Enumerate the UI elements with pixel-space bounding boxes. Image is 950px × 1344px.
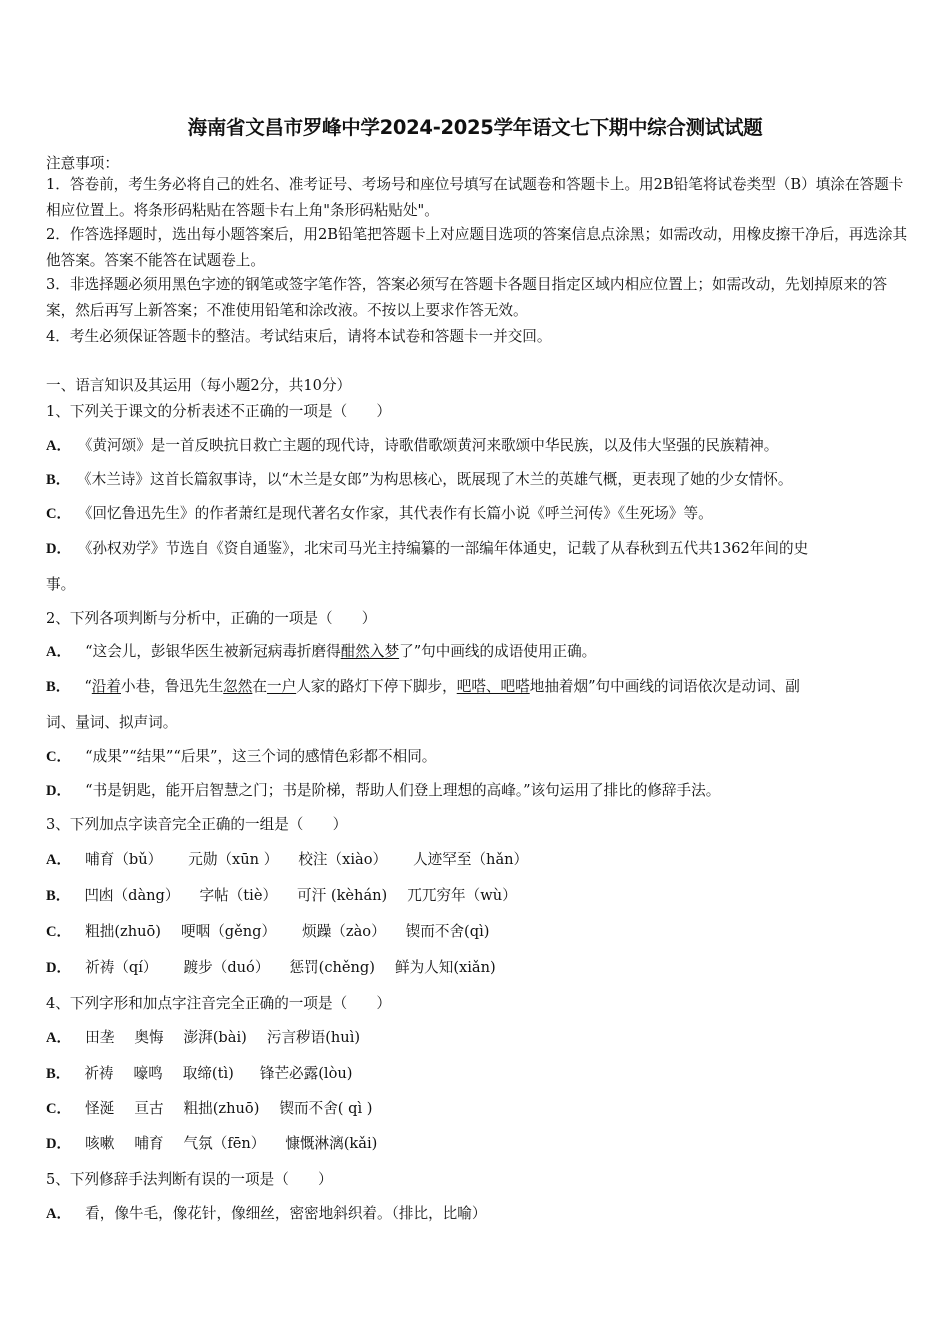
option-term: 粗拙(zhuō) bbox=[85, 923, 161, 940]
option-label: D． bbox=[46, 783, 72, 799]
option-term: 哺育（bǔ） bbox=[85, 851, 163, 868]
option-term: 哽咽（gěng） bbox=[181, 923, 277, 940]
option-term: 鲜为人知(xiǎn) bbox=[394, 959, 496, 976]
option-term: 兀兀穷年（wù） bbox=[407, 887, 517, 904]
q1-option-a bbox=[46, 434, 778, 455]
option-term: 人迹罕至（hǎn） bbox=[413, 851, 529, 868]
q5-option-a bbox=[46, 1202, 486, 1223]
option-text: “书是钥匙，能开启智慧之门；书是阶梯，帮助人们登上理想的高峰。”该句运用了排比的修辞手法。 bbox=[85, 782, 721, 799]
notice-item-2: 2．作答选择题时，选出每小题答案后，用2B铅笔把答题卡上对应题目选项的答案信息点涂黑；如需改动，用橡皮擦干净后，再选涂其他答案。答案不能答在试题卷上。 bbox=[46, 226, 908, 269]
notice-heading: 注意事项： bbox=[46, 155, 119, 172]
option-term: 祈祷（qí） bbox=[85, 959, 158, 976]
option-label: C． bbox=[46, 506, 72, 522]
option-term: 气氛（fēn） bbox=[183, 1135, 266, 1152]
option-label: A． bbox=[46, 438, 72, 454]
option-text: 《木兰诗》这首长篇叙事诗，以“木兰是女郎”为构思核心，既展现了木兰的英雄气概，更表现了她的少女情怀。 bbox=[84, 471, 793, 488]
option-term: 澎湃(bài) bbox=[183, 1029, 247, 1046]
option-term: 咳嗽 bbox=[85, 1135, 115, 1152]
option-term: 字帖（tiè） bbox=[199, 887, 278, 904]
option-text: “成果”“结果”“后果”，这三个词的感情色彩都不相同。 bbox=[85, 748, 437, 765]
option-text: 了”句中画线的成语使用正确。 bbox=[399, 643, 597, 660]
underlined-idiom: 酣然入梦 bbox=[340, 643, 400, 660]
q4-stem: 4、下列字形和加点字注音完全正确的一项是（ ） bbox=[46, 995, 391, 1012]
option-text: “这会儿，彭银华医生被新冠病毒折磨得 bbox=[85, 643, 341, 660]
option-label: A． bbox=[46, 1206, 72, 1222]
q1-option-c bbox=[46, 502, 713, 523]
option-term: 哺育 bbox=[134, 1135, 164, 1152]
option-term: 慷慨淋漓(kǎi) bbox=[285, 1135, 378, 1152]
underlined-word: 吧嗒、吧嗒 bbox=[456, 678, 530, 695]
q1-option-b bbox=[46, 468, 792, 489]
q2-option-d bbox=[46, 779, 720, 800]
option-text: 在 bbox=[252, 678, 267, 695]
q4-option-a bbox=[46, 1026, 360, 1047]
option-text: “ bbox=[84, 678, 92, 695]
underlined-word: 一户 bbox=[266, 678, 297, 695]
underlined-word: 忽然 bbox=[223, 678, 253, 695]
option-term: 奥悔 bbox=[134, 1029, 164, 1046]
q3-option-a bbox=[46, 848, 528, 869]
option-term: 踱步（duó） bbox=[183, 959, 270, 976]
q5-stem: 5、下列修辞手法判断有误的一项是（ ） bbox=[46, 1171, 333, 1188]
q3-stem: 3、下列加点字读音完全正确的一组是（ ） bbox=[46, 816, 348, 833]
option-term: 惩罚(chěng) bbox=[289, 959, 375, 976]
q1-option-d-cont: 事。 bbox=[46, 576, 76, 593]
option-term: 烦躁（zào） bbox=[302, 923, 386, 940]
option-text: 地抽着烟”句中画线的词语依次是动词、副 bbox=[529, 678, 800, 695]
option-term: 锲而不舍(qì) bbox=[405, 923, 490, 940]
option-term: 校注（xiào） bbox=[298, 851, 388, 868]
q2-option-b-cont: 词、量词、拟声词。 bbox=[46, 714, 178, 731]
option-label: C． bbox=[46, 749, 72, 765]
option-label: A． bbox=[46, 1030, 72, 1046]
q3-option-b bbox=[46, 884, 517, 905]
option-term: 污言秽语(huì) bbox=[266, 1029, 361, 1046]
option-term: 嚎鸣 bbox=[133, 1065, 163, 1082]
option-term: 亘古 bbox=[134, 1100, 164, 1117]
option-text: 看，像牛毛，像花针，像细丝，密密地斜织着。（排比，比喻） bbox=[85, 1205, 487, 1222]
option-label: A． bbox=[46, 644, 72, 660]
option-label: B． bbox=[46, 888, 71, 904]
q4-option-c bbox=[46, 1097, 372, 1118]
option-label: B． bbox=[46, 1066, 71, 1082]
q3-option-c bbox=[46, 920, 489, 941]
q2-option-c bbox=[46, 745, 436, 766]
notice-item-1: 1．答卷前，考生务必将自己的姓名、准考证号、考场号和座位号填写在试题卷和答题卡上。用2B铅笔将试卷类型（B）填涂在答题卡相应位置上。将条形码粘贴在答题卡右上角"条形码粘贴处"。 bbox=[46, 176, 904, 219]
option-term: 怪涎 bbox=[85, 1100, 115, 1117]
q4-option-d bbox=[46, 1132, 377, 1153]
option-text: 《黄河颂》是一首反映抗日救亡主题的现代诗，诗歌借歌颂黄河来歌颂中华民族，以及伟大坚强的民族精神。 bbox=[85, 437, 779, 454]
option-text: 人家的路灯下停下脚步， bbox=[296, 678, 457, 695]
option-term: 祈祷 bbox=[84, 1065, 114, 1082]
option-label: A． bbox=[46, 852, 72, 868]
q1-option-d bbox=[46, 537, 808, 558]
option-text: 《孙权劝学》节选自《资自通鉴》，北宋司马光主持编纂的一部编年体通史，记载了从春秋到五代共1362年间的史 bbox=[85, 540, 809, 557]
option-label: B． bbox=[46, 679, 71, 695]
option-term: 田垄 bbox=[85, 1029, 115, 1046]
option-text: 小巷，鲁迅先生 bbox=[121, 678, 224, 695]
q2-option-b bbox=[46, 675, 800, 696]
section-heading: 一、语言知识及其运用（每小题2分，共10分） bbox=[46, 377, 352, 394]
q3-option-d bbox=[46, 956, 496, 977]
option-label: D． bbox=[46, 1136, 72, 1152]
q1-stem: 1、下列关于课文的分析表述不正确的一项是（ ） bbox=[46, 403, 391, 420]
underlined-word: 沿着 bbox=[91, 678, 121, 695]
option-label: D． bbox=[46, 960, 72, 976]
q4-option-b bbox=[46, 1062, 352, 1083]
notice-item-3: 3．非选择题必须用黑色字迹的钢笔或签字笔作答，答案必须写在答题卡各题目指定区域内相应位置上；如需改动，先划掉原来的答案，然后再写上新答案；不准使用铅笔和涂改液。不按以上要求作答无效。 bbox=[46, 276, 888, 319]
q2-stem: 2、下列各项判断与分析中，正确的一项是（ ） bbox=[46, 610, 377, 627]
option-label: C． bbox=[46, 924, 72, 940]
option-term: 元勋（xūn ） bbox=[188, 851, 279, 868]
option-term: 取缔(tì) bbox=[182, 1065, 234, 1082]
notice-item-4: 4．考生必须保证答题卡的整洁。考试结束后，请将本试卷和答题卡一并交回。 bbox=[46, 328, 552, 345]
option-term: 凹凼（dàng） bbox=[84, 887, 180, 904]
option-label: D． bbox=[46, 541, 72, 557]
option-term: 锲而不舍( qì ) bbox=[279, 1100, 373, 1117]
q2-option-a bbox=[46, 640, 596, 661]
option-term: 锋芒必露(lòu) bbox=[259, 1065, 353, 1082]
option-term: 粗拙(zhuō) bbox=[183, 1100, 260, 1117]
option-label: C． bbox=[46, 1101, 72, 1117]
page-title: 海南省文昌市罗峰中学2024-2025学年语文七下期中综合测试试题 bbox=[187, 116, 763, 139]
option-term: 可汗 (kèhán) bbox=[297, 887, 388, 904]
option-label: B． bbox=[46, 472, 71, 488]
option-text: 《回忆鲁迅先生》的作者萧红是现代著名女作家，其代表作有长篇小说《呼兰河传》《生死场》等。 bbox=[85, 505, 713, 522]
